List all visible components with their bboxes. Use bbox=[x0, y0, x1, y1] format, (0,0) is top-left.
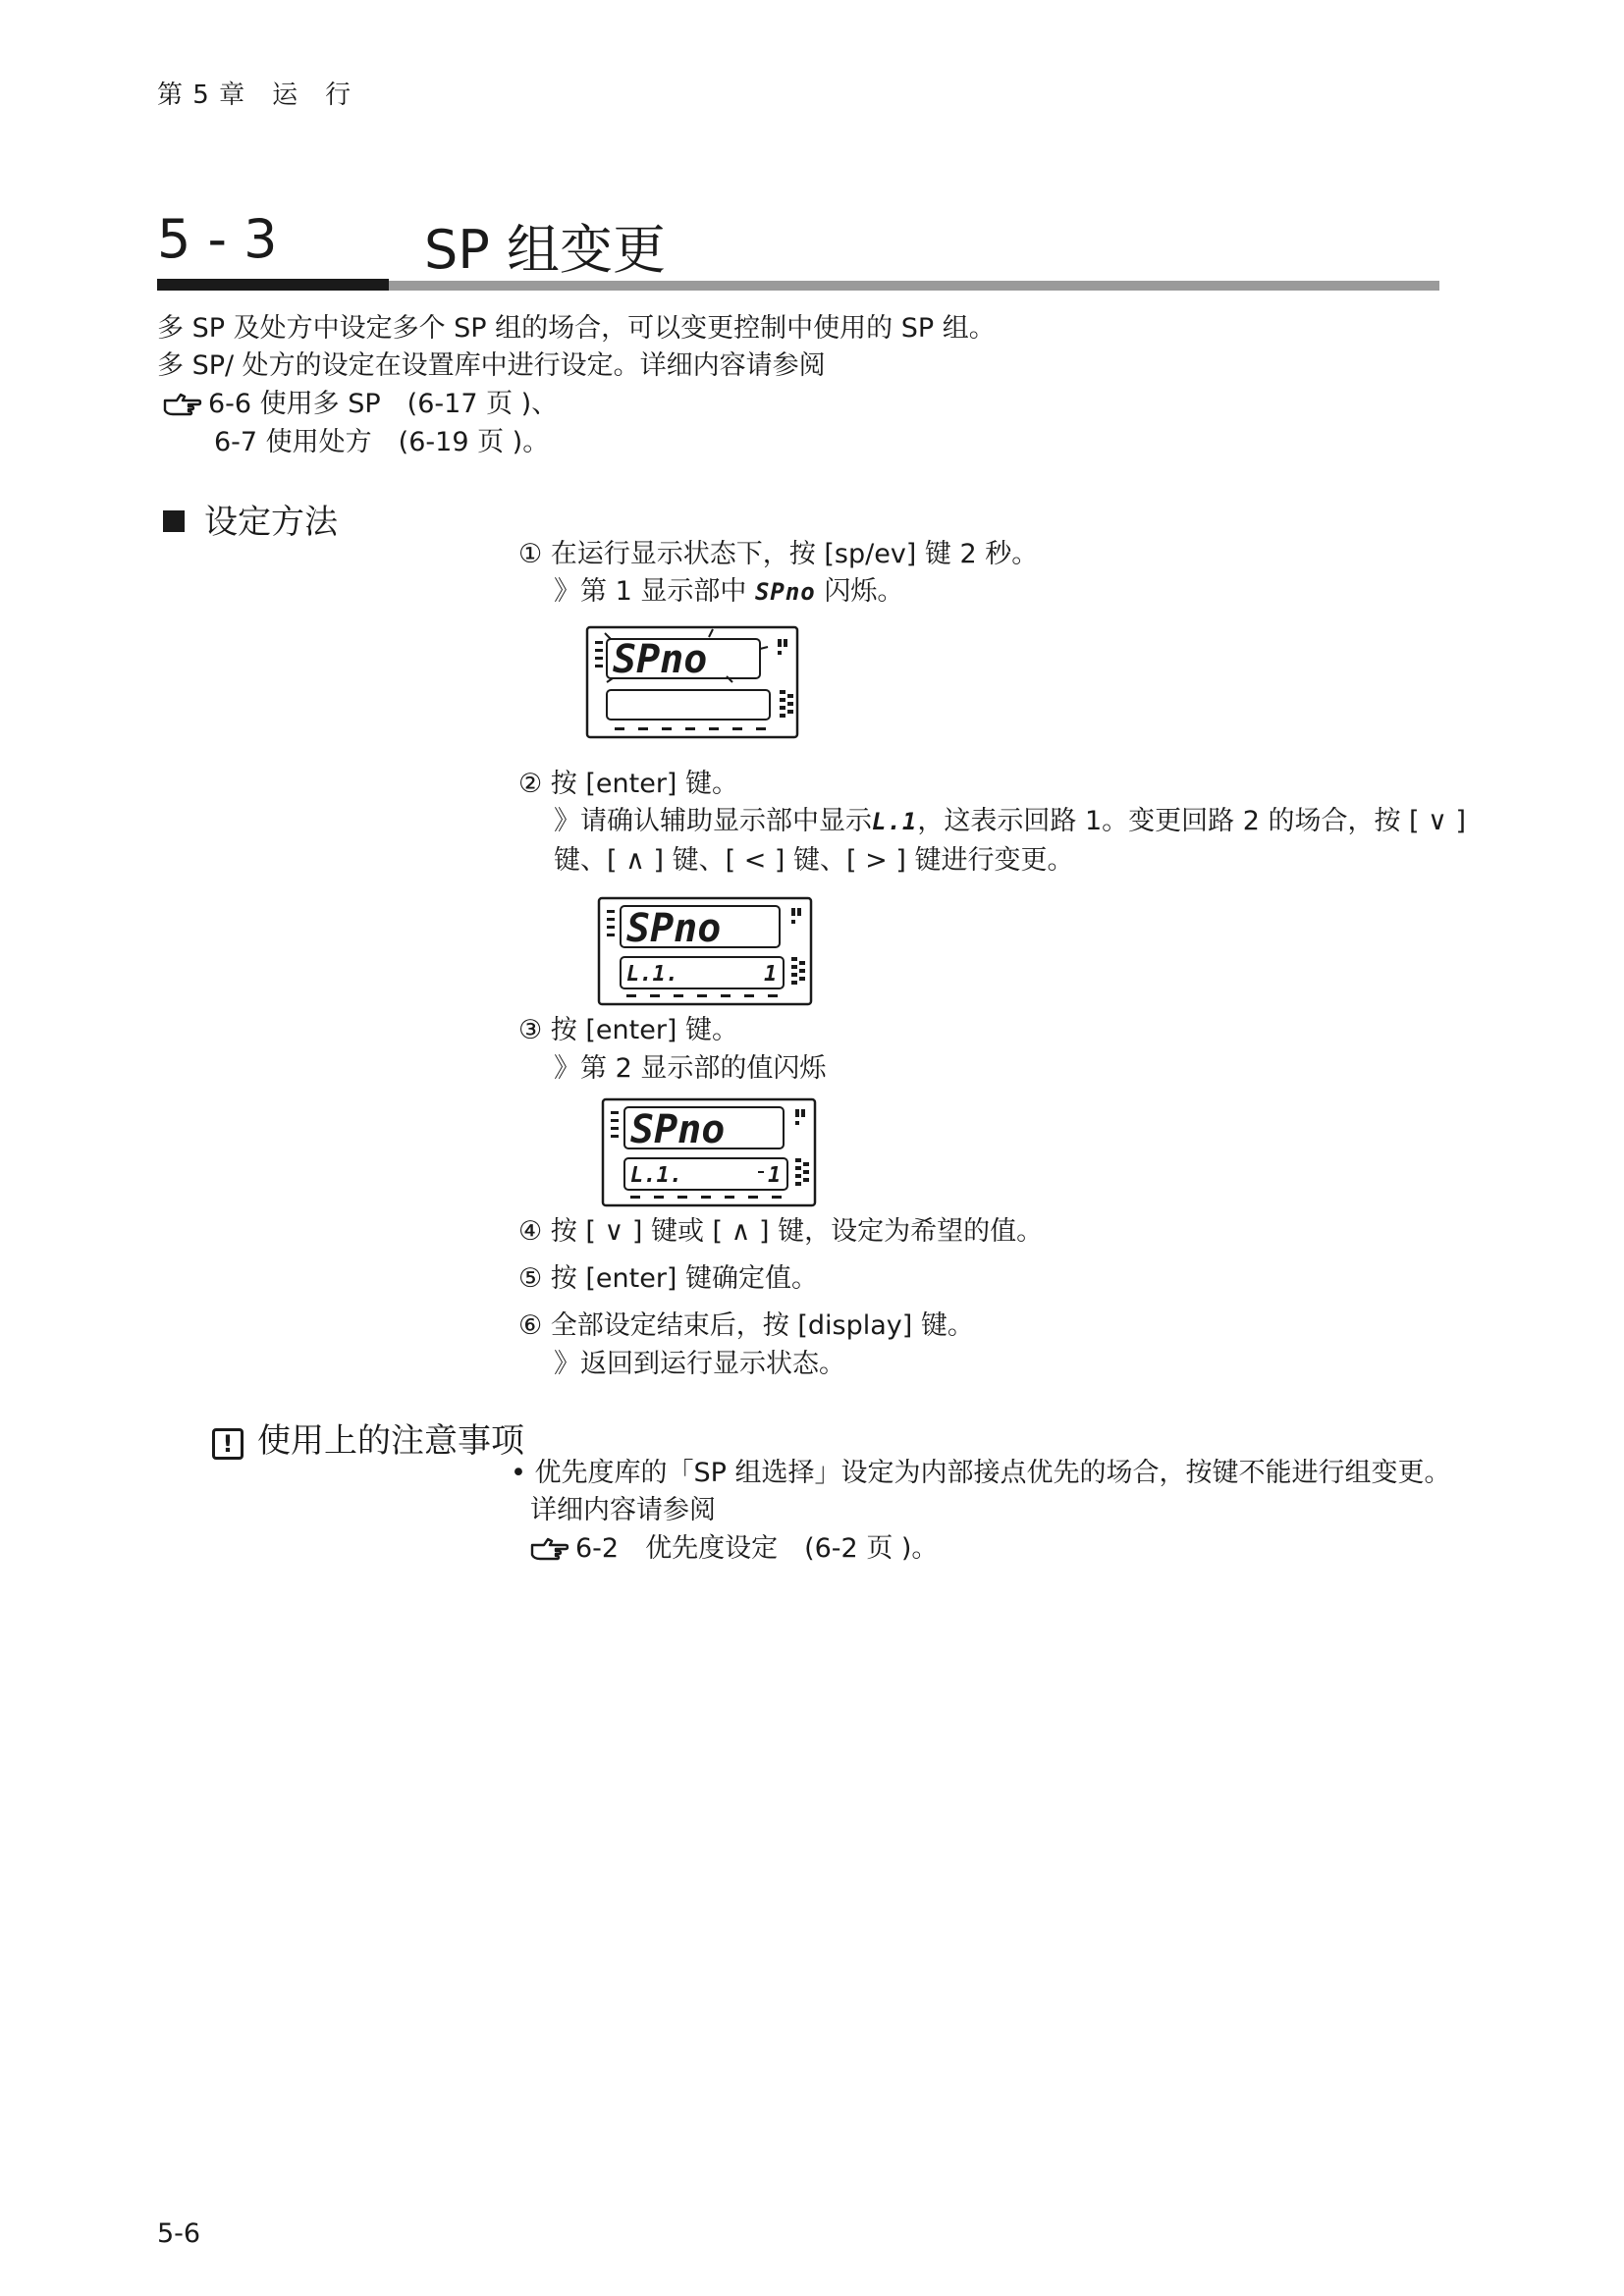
step-5: ⑤ 按 [enter] 键确定值。 bbox=[518, 1263, 819, 1294]
title-rule-dark bbox=[157, 279, 389, 291]
inline-segment-spno: SPno bbox=[754, 578, 816, 606]
intro-ref-1-text: 6-6 使用多 SP (6-17 页 )、 bbox=[208, 389, 559, 419]
step-4: ④ 按 [ ∨ ] 键或 [ ∧ ] 键，设定为希望的值。 bbox=[518, 1216, 1044, 1247]
lcd-display-2 bbox=[597, 896, 813, 1006]
step-1: ① 在运行显示状态下，按 [sp/ev] 键 2 秒。 bbox=[518, 539, 1039, 569]
step-1-note bbox=[554, 573, 903, 611]
running-header: 第 5 章 运 行 bbox=[157, 80, 352, 110]
step-2-note-post: ，这表示回路 1。变更回路 2 的场合，按 [ ∨ ] bbox=[917, 806, 1467, 836]
step-2-note-pre: 》请确认辅助显示部中显示 bbox=[554, 806, 872, 836]
pointing-hand-icon bbox=[530, 1534, 569, 1560]
step-3-note: 》第 2 显示部的值闪烁 bbox=[554, 1053, 827, 1084]
step-1-note-pre: 》第 1 显示部中 bbox=[554, 576, 747, 607]
lcd-2-sub-right: 1 bbox=[764, 962, 778, 987]
section-title: SP 组变更 bbox=[424, 219, 667, 281]
lcd-display-1 bbox=[585, 625, 799, 739]
lcd-2-sub-left: L.1. bbox=[626, 962, 678, 987]
lcd-3-sub-right: 1 bbox=[768, 1163, 782, 1188]
step-6-note: 》返回到运行显示状态。 bbox=[554, 1349, 845, 1379]
lcd-3-sub-left: L.1. bbox=[630, 1163, 682, 1188]
caution-heading bbox=[212, 1414, 524, 1462]
exclamation-icon: ! bbox=[212, 1428, 244, 1460]
page-number: 5-6 bbox=[157, 2218, 201, 2249]
caution-heading-text: 使用上的注意事项 bbox=[257, 1421, 524, 1461]
lcd-2-main: SPno bbox=[626, 906, 722, 951]
section-number: 5 - 3 bbox=[157, 208, 278, 270]
caution-line-2: 详细内容请参阅 bbox=[530, 1495, 716, 1525]
lcd-1-main: SPno bbox=[613, 637, 708, 682]
step-2-note-2: 键、[ ∧ ] 键、[ < ] 键、[ > ] 键进行变更。 bbox=[554, 845, 1074, 876]
intro-line-2: 多 SP/ 处方的设定在设置库中进行设定。详细内容请参阅 bbox=[157, 350, 826, 381]
square-bullet-icon bbox=[163, 510, 185, 532]
caution-bullet: • 优先度库的「SP 组选择」设定为内部接点优先的场合，按键不能进行组变更。 bbox=[511, 1458, 1451, 1488]
intro-ref-2[interactable]: 6-7 使用处方 (6-19 页 )。 bbox=[214, 427, 550, 457]
step-2-note-1 bbox=[554, 803, 1466, 840]
intro-line-1: 多 SP 及处方中设定多个 SP 组的场合，可以变更控制中使用的 SP 组。 bbox=[157, 313, 996, 344]
setting-method-heading-text: 设定方法 bbox=[204, 503, 338, 542]
step-3: ③ 按 [enter] 键。 bbox=[518, 1015, 739, 1045]
step-1-note-post: 闪烁。 bbox=[824, 576, 904, 607]
setting-method-heading bbox=[163, 495, 338, 543]
lcd-display-3 bbox=[601, 1097, 817, 1207]
pointing-hand-icon bbox=[163, 390, 202, 415]
step-2: ② 按 [enter] 键。 bbox=[518, 769, 739, 799]
intro-ref-1[interactable] bbox=[163, 386, 558, 423]
step-6: ⑥ 全部设定结束后，按 [display] 键。 bbox=[518, 1310, 974, 1341]
lcd-3-main: SPno bbox=[630, 1107, 726, 1152]
inline-segment-l1: L.1 bbox=[872, 808, 918, 835]
caution-ref-text: 6-2 优先度设定 (6-2 页 )。 bbox=[575, 1533, 939, 1564]
caution-ref[interactable] bbox=[530, 1530, 938, 1568]
title-rule-gray bbox=[389, 281, 1439, 291]
